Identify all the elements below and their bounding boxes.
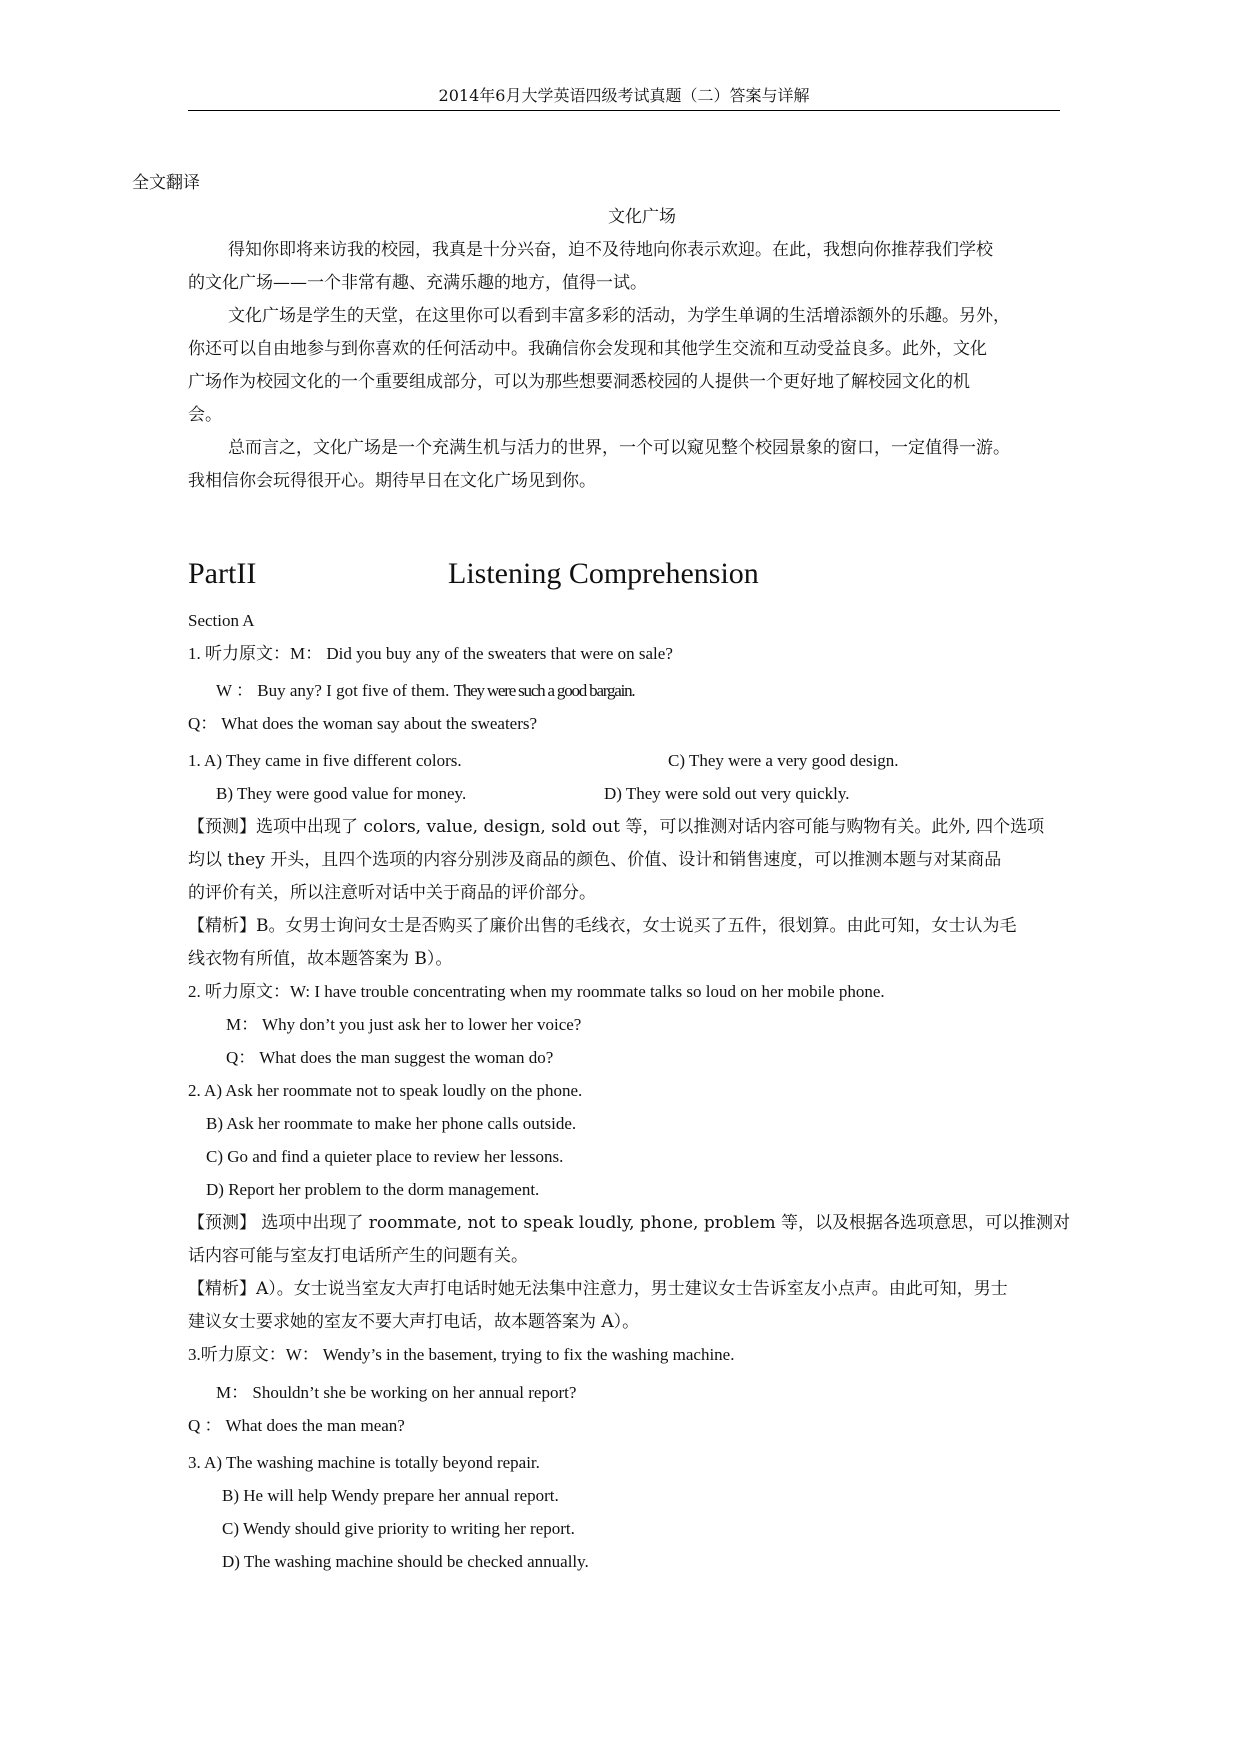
q2-question: Q： What does the man suggest the woman do?	[226, 1048, 554, 1067]
q1-option-d: D) They were sold out very quickly.	[604, 784, 850, 803]
q3-option-c: C) Wendy should give priority to writing her report.	[222, 1519, 575, 1538]
q1-option-b: B) They were good value for money.	[216, 784, 467, 803]
q3-option-a: 3. A) The washing machine is totally beyond repair.	[188, 1453, 540, 1472]
q1-analysis: 线衣物有所值，故本题答案为 B）。	[188, 949, 453, 969]
translation-heading: 全文翻译	[132, 173, 200, 193]
q1-question: Q： What does the woman say about the sweaters?	[188, 714, 538, 733]
q2-option-b: B) Ask her roommate to make her phone calls outside.	[206, 1114, 577, 1133]
q2-option-c: C) Go and find a quieter place to review her lessons.	[206, 1147, 564, 1166]
translation-line: 会。	[188, 405, 222, 425]
q2-prediction: 【预测】 选项中出现了 roommate, not to speak loudly, phone, problem 等，以及根据各选项意思，可以推测对	[188, 1213, 1070, 1233]
translation-line: 的文化广场——一个非常有趣、充满乐趣的地方，值得一试。	[188, 273, 647, 293]
header-rule	[188, 110, 1060, 111]
q1-script: 1. 听力原文：M： Did you buy any of the sweaters that were on sale?	[188, 644, 673, 663]
translation-line: 得知你即将来访我的校园，我真是十分兴奋，迫不及待地向你表示欢迎。在此，我想向你推荐我们学校	[228, 240, 993, 260]
q3-script: M： Shouldn’t she be working on her annual report?	[216, 1383, 577, 1402]
translation-line: 文化广场是学生的天堂，在这里你可以看到丰富多彩的活动，为学生单调的生活增添额外的乐趣。另外，	[228, 306, 1010, 326]
q1-script	[216, 680, 634, 702]
part-title: Listening Comprehension	[448, 557, 759, 590]
q2-script: 2. 听力原文：W: I have trouble concentrating when my roommate talks so loud on her mobile phone.	[188, 982, 885, 1001]
translation-title: 文化广场	[608, 207, 676, 227]
q2-analysis: 【精析】A）。女士说当室友大声打电话时她无法集中注意力，男士建议女士告诉室友小点声。由此可知，男士	[188, 1279, 1008, 1299]
q1-prediction: 均以 they 开头，且四个选项的内容分别涉及商品的颜色、价值、设计和销售速度，可以推测本题与对某商品	[188, 850, 1002, 870]
q2-option-d: D) Report her problem to the dorm management.	[206, 1180, 540, 1199]
q3-script: 3.听力原文：W： Wendy’s in the basement, trying to fix the washing machine.	[188, 1345, 735, 1364]
q3-option-d: D) The washing machine should be checked annually.	[222, 1552, 589, 1571]
q1-option-a: 1. A) They came in five different colors.	[188, 751, 462, 770]
translation-line: 广场作为校园文化的一个重要组成部分，可以为那些想要洞悉校园的人提供一个更好地了解校园文化的机	[188, 372, 970, 392]
q2-option-a: 2. A) Ask her roommate not to speak loudly on the phone.	[188, 1081, 583, 1100]
q1-option-c: C) They were a very good design.	[668, 751, 899, 770]
translation-line: 你还可以自由地参与到你喜欢的任何活动中。我确信你会发现和其他学生交流和互动受益良多。此外，文化	[188, 339, 987, 359]
q1-prediction: 的评价有关，所以注意听对话中关于商品的评价部分。	[188, 883, 596, 903]
page-header: 2014年6月大学英语四级考试真题（二）答案与详解	[438, 86, 810, 105]
translation-line: 我相信你会玩得很开心。期待早日在文化广场见到你。	[188, 471, 596, 491]
q2-script: M： Why don’t you just ask her to lower her voice?	[226, 1015, 582, 1034]
section-label: Section A	[188, 611, 255, 630]
q1-analysis: 【精析】B。女男士询问女士是否购买了廉价出售的毛线衣，女士说买了五件，很划算。由此可知，女士认为毛	[188, 916, 1017, 936]
q3-option-b: B) He will help Wendy prepare her annual report.	[222, 1486, 559, 1505]
translation-line: 总而言之，文化广场是一个充满生机与活力的世界，一个可以窥见整个校园景象的窗口，一定值得一游。	[228, 438, 1010, 458]
q2-prediction: 话内容可能与室友打电话所产生的问题有关。	[188, 1246, 528, 1266]
q1-script-part: They were such a good bargain.	[453, 681, 635, 700]
q3-question: Q ： What does the man mean?	[188, 1416, 405, 1435]
q1-prediction: 【预测】选项中出现了 colors, value, design, sold out 等，可以推测对话内容可能与购物有关。此外, 四个选项	[188, 817, 1045, 837]
part-label: PartII	[188, 557, 257, 590]
q2-analysis: 建议女士要求她的室友不要大声打电话，故本题答案为 A）。	[188, 1312, 640, 1332]
q1-script-part: W ： Buy any? I got five of them.	[216, 681, 454, 700]
